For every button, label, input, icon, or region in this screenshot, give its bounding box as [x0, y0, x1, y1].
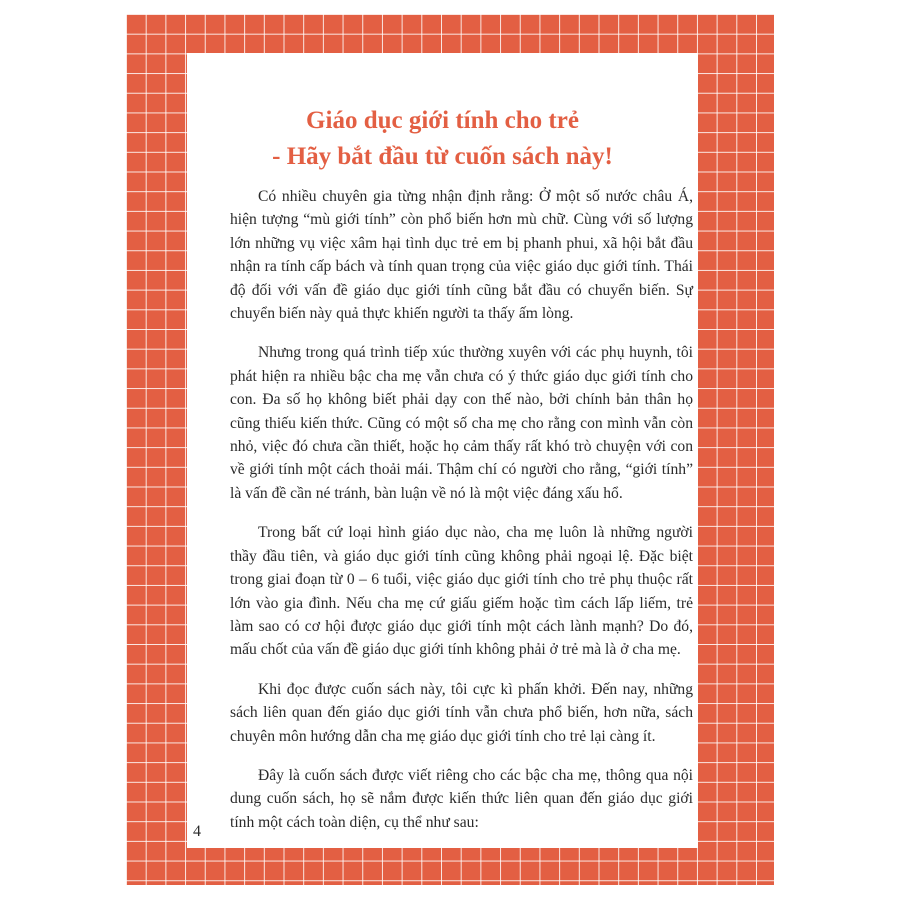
page-title — [187, 103, 698, 175]
paragraph: Nhưng trong quá trình tiếp xúc thường xuyên với các phụ huynh, tôi phát hiện ra nhiều bậc cha mẹ vẫn chưa có ý thức giáo dục giới tính cho con. Đa số họ không biết phải dạy con thế nào, bởi chính bản thân họ cũng thiếu kiến thức. Cũng có một số cha mẹ cho rằng con mình vẫn còn nhỏ, việc đó chưa cần thiết, hoặc họ cảm thấy rất khó trò chuyện với con về giới tính một cách thoải mái. Thậm chí có người cho rằng, “giới tính” là vấn đề cần né tránh, bàn luận về nó là một việc đáng xấu hổ. — [230, 344, 693, 502]
book-page — [187, 53, 698, 848]
paragraph: Khi đọc được cuốn sách này, tôi cực kì phấn khởi. Đến nay, những sách liên quan đến giáo dục giới tính vẫn chưa phổ biến, hơn nữa, sách chuyên môn hướng dẫn cha mẹ giáo dục giới tính cho trẻ lại càng ít. — [230, 680, 693, 745]
paragraph: Có nhiều chuyên gia từng nhận định rằng: Ở một số nước châu Á, hiện tượng “mù giới tính” còn phổ biến hơn mù chữ. Cùng với số lượng lớn những vụ việc xâm hại tình dục trẻ em bị phanh phui, xã hội bắt đầu nhận ra tính cấp bách và tính quan trọng của việc giáo dục giới tính. Thái độ đối với vấn đề giáo dục giới tính cũng bắt đầu có chuyển biến. Sự chuyển biến này quả thực khiến người ta thấy ấm lòng. — [230, 188, 693, 323]
paragraph: Trong bất cứ loại hình giáo dục nào, cha mẹ luôn là những người thầy đầu tiên, và giáo dục giới tính cũng không phải ngoại lệ. Đặc biệt trong giai đoạn từ 0 – 6 tuổi, việc giáo dục giới tính cho trẻ phụ thuộc rất lớn vào gia đình. Nếu cha mẹ cứ giấu giếm hoặc tìm cách lấp liếm, trẻ làm sao có cơ hội được giáo dục giới tính một cách lành mạnh? Do đó, mấu chốt của vấn đề giáo dục giới tính không phải ở trẻ mà là ở cha mẹ. — [230, 524, 693, 659]
title-line-2: - Hãy bắt đầu từ cuốn sách này! — [272, 143, 613, 170]
body-text — [230, 185, 693, 850]
page-number: 4 — [193, 823, 201, 840]
paragraph: Đây là cuốn sách được viết riêng cho các bậc cha mẹ, thông qua nội dung cuốn sách, họ sẽ nắm được kiến thức liên quan đến giáo dục giới tính một cách toàn diện, cụ thể như sau: — [230, 766, 693, 831]
title-line-1: Giáo dục giới tính cho trẻ — [306, 107, 579, 134]
